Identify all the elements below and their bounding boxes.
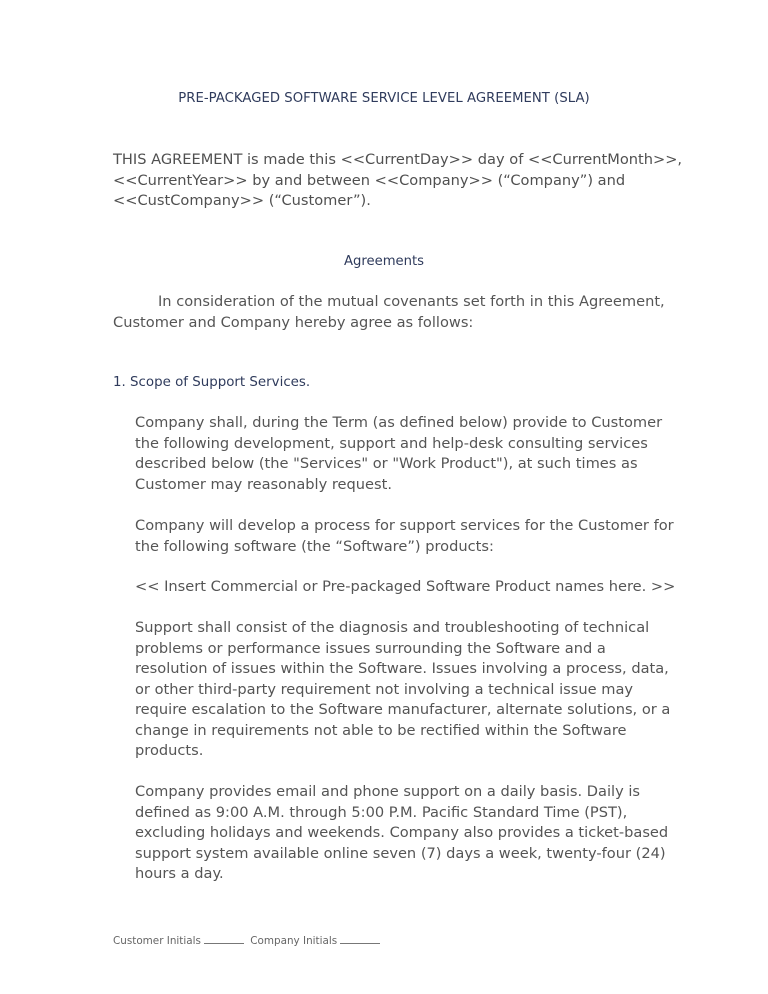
clause-heading-scope: 1. Scope of Support Services. [113,375,311,390]
intro-paragraph [113,150,683,212]
consideration-paragraph [113,292,673,333]
intro-line: THIS AGREEMENT is made this <<CurrentDay>> day of <<CurrentMonth>>, [113,151,683,168]
consideration-line: In consideration of the mutual covenants set forth in this Agreement, [158,293,665,310]
paragraph-line: Company shall, during the Term (as defined below) provide to Customer [135,414,663,431]
paragraph-line: Support shall consist of the diagnosis and troubleshooting of technical [135,619,650,636]
paragraph-line: the following software (the “Software”) products: [135,537,494,555]
paragraph-line: hours a day. [135,865,224,882]
customer-initials-field[interactable] [204,934,244,944]
intro-line: <<CurrentYear>> by and between <<Company>> (“Company”) and [113,171,626,189]
company-initials-field[interactable] [340,934,380,944]
clause-paragraph-services [135,413,675,495]
consideration-line: Customer and Company hereby agree as follows: [113,313,474,331]
paragraph-line: resolution of issues within the Software. Issues involving a process, data, [135,660,669,677]
paragraph-line: described below (the "Services" or "Work Product"), at such times as [135,455,638,472]
paragraph-line: << Insert Commercial or Pre-packaged Software Product names here. >> [135,578,676,595]
document-title: PRE-PACKAGED SOFTWARE SERVICE LEVEL AGREEMENT (SLA) [178,91,590,106]
paragraph-line: Customer may reasonably request. [135,475,392,493]
section-heading-agreements: Agreements [343,254,425,269]
initials-footer [113,934,383,947]
intro-line: <<CustCompany>> (“Customer”). [113,192,371,209]
paragraph-line: or other third-party requirement not involving a technical issue may [135,680,634,698]
clause-paragraph-process [135,516,675,557]
paragraph-line: Company provides email and phone support on a daily basis. Daily is [135,783,641,800]
paragraph-line: the following development, support and help-desk consulting services [135,434,648,452]
paragraph-line: Company will develop a process for support services for the Customer for [135,517,674,534]
paragraph-line: defined as 9:00 A.M. through 5:00 P.M. Pacific Standard Time (PST), [135,803,628,821]
paragraph-line: excluding holidays and weekends. Company also provides a ticket-based [135,824,669,841]
paragraph-line: problems or performance issues surrounding the Software and a [135,639,606,657]
paragraph-line: support system available online seven (7) days a week, twenty-four (24) [135,844,666,862]
paragraph-line: products. [135,742,204,759]
customer-initials-label: Customer Initials [113,935,201,947]
paragraph-line: require escalation to the Software manufacturer, alternate solutions, or a [135,701,671,718]
clause-paragraph-support-hours [135,782,675,885]
company-initials-label: Company Initials [250,935,338,947]
clause-paragraph-support-scope [135,618,675,762]
clause-paragraph-placeholder [135,577,675,598]
paragraph-line: change in requirements not able to be rectified within the Software [135,721,627,739]
